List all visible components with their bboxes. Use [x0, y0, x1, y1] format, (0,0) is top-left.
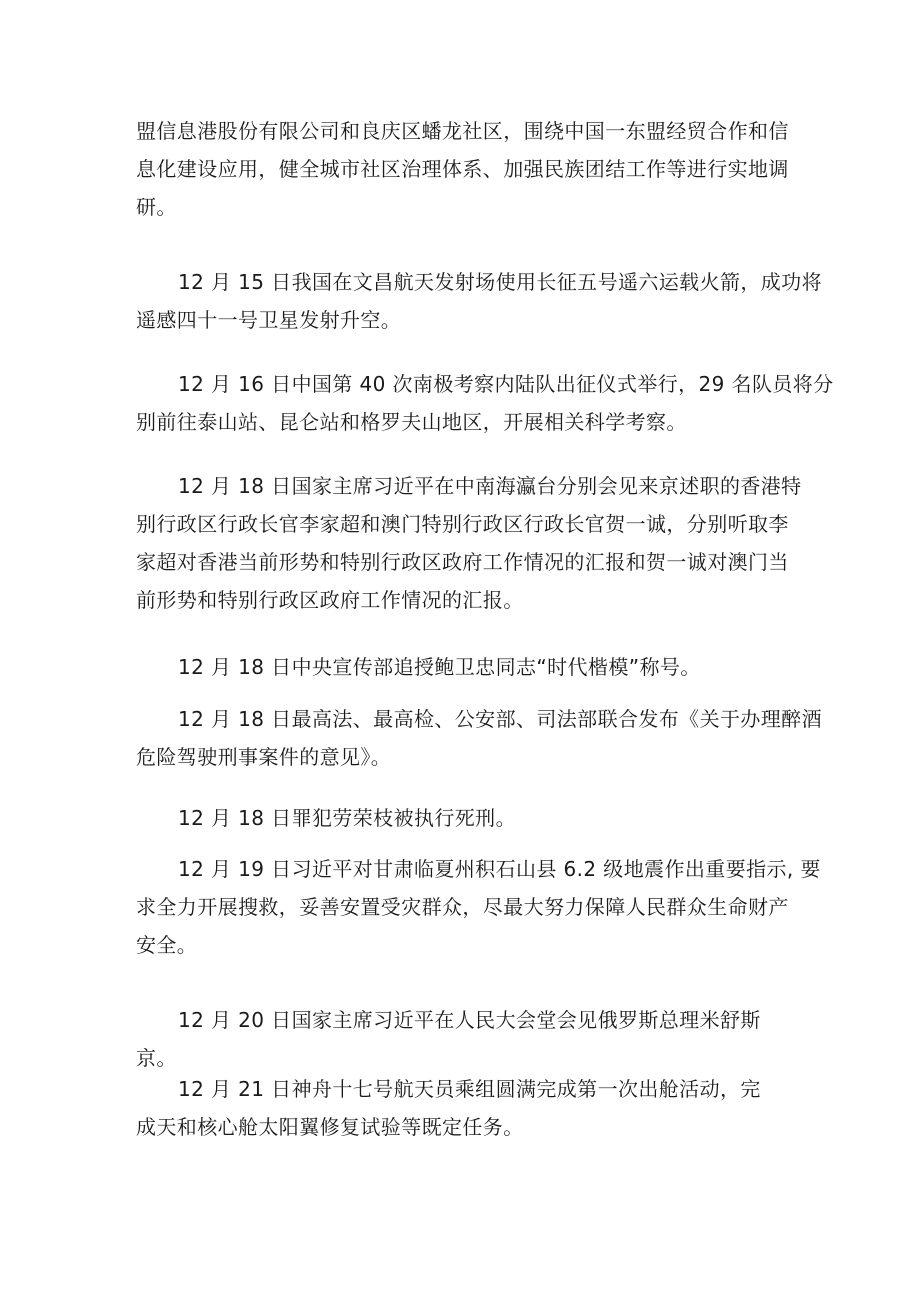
- paragraph-7: [136, 799, 516, 837]
- paragraph-line: 遥感四十一号卫星发射升空。: [136, 308, 402, 332]
- paragraph-line: 12 月 21 日神舟十七号航天员乘组圆满完成第一次出舱活动，完: [178, 1077, 761, 1101]
- paragraph-5: [136, 648, 701, 686]
- paragraph-8: [136, 850, 821, 964]
- paragraph-line: 研。: [136, 195, 177, 219]
- paragraph-line: 别前往泰山站、昆仑站和格罗夫山地区，开展相关科学考察。: [136, 410, 687, 434]
- paragraph-6: [136, 700, 822, 776]
- paragraph-4: [136, 467, 802, 619]
- paragraph-line: 12 月 18 日国家主席习近平在中南海瀛台分别会见来京述职的香港特: [178, 474, 802, 498]
- paragraph-line: 成天和核心舱太阳翼修复试验等既定任务。: [136, 1115, 524, 1139]
- paragraph-1: [136, 112, 789, 226]
- paragraph-line: 前形势和特别行政区政府工作情况的汇报。: [136, 588, 524, 612]
- paragraph-line: 12 月 18 日罪犯劳荣枝被执行死刑。: [178, 806, 516, 830]
- paragraph-line: 别行政区行政长官李家超和澳门特别行政区行政长官贺一诚，分别听取李: [136, 512, 789, 536]
- paragraph-9: [136, 1001, 761, 1077]
- paragraph-line: 求全力开展搜救，妥善安置受灾群众，尽最大努力保障人民群众生命财产: [136, 895, 789, 919]
- paragraph-line: 息化建设应用，健全城市社区治理体系、加强民族团结工作等进行实地调: [136, 157, 789, 181]
- paragraph-line: 12 月 15 日我国在文昌航天发射场使用长征五号遥六运载火箭，成功将: [178, 270, 822, 294]
- paragraph-line: 安全。: [136, 933, 198, 957]
- paragraph-line: 12 月 19 日习近平对甘肃临夏州积石山县 6.2 级地震作出重要指示, 要: [178, 857, 821, 881]
- paragraph-10: [136, 1070, 761, 1146]
- paragraph-line: 京。: [136, 1046, 177, 1070]
- paragraph-2: [136, 263, 822, 339]
- paragraph-line: 12 月 16 日中国第 40 次南极考察内陆队出征仪式举行，29 名队员将分: [178, 372, 834, 396]
- paragraph-line: 12 月 18 日中央宣传部追授鲍卫忠同志“时代楷模”称号。: [178, 655, 701, 679]
- paragraph-3: [136, 365, 834, 441]
- paragraph-line: 盟信息港股份有限公司和良庆区蟠龙社区，围绕中国一东盟经贸合作和信: [136, 119, 789, 143]
- paragraph-line: 家超对香港当前形势和特别行政区政府工作情况的汇报和贺一诚对澳门当: [136, 550, 789, 574]
- paragraph-line: 12 月 20 日国家主席习近平在人民大会堂会见俄罗斯总理米舒斯: [178, 1008, 761, 1032]
- paragraph-line: 危险驾驶刑事案件的意见》。: [136, 745, 392, 769]
- paragraph-line: 12 月 18 日最高法、最高检、公安部、司法部联合发布《关于办理醉酒: [178, 707, 822, 731]
